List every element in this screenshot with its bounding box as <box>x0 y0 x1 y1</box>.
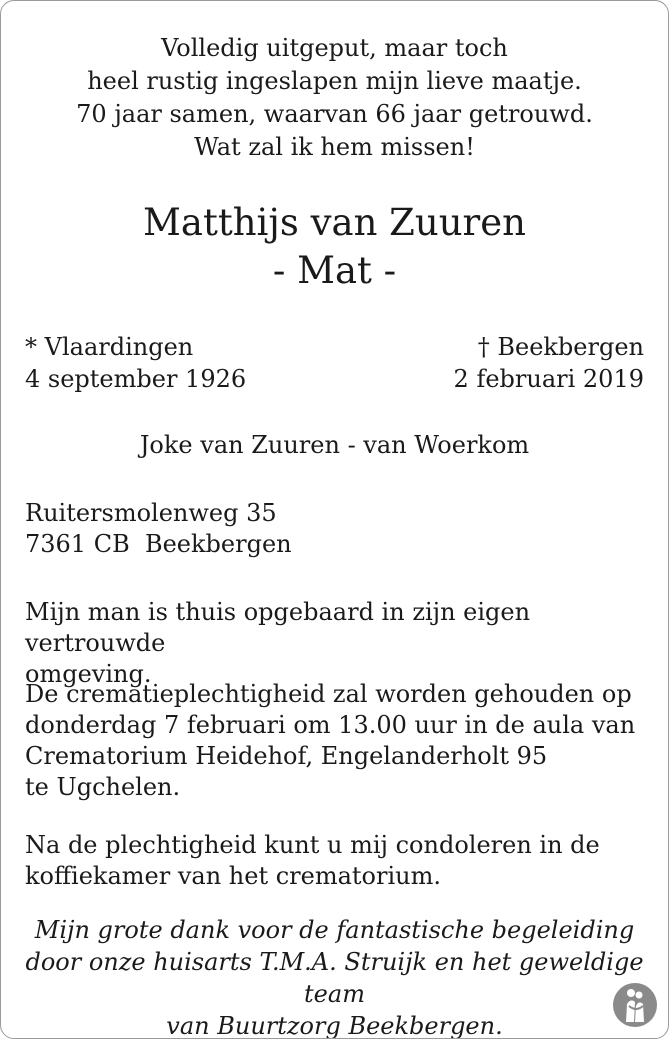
paragraph-line: te Ugchelen. <box>25 773 181 801</box>
couple-embrace-icon <box>612 982 658 1028</box>
intro-line: Volledig uitgeput, maar toch <box>161 34 508 62</box>
paragraph-ceremony <box>25 679 650 803</box>
paragraph-line: De crematieplechtigheid zal worden gehouden op <box>25 680 632 708</box>
thanks-line: van Buurtzorg Beekbergen. <box>166 1012 503 1039</box>
paragraph-condolence <box>25 830 650 892</box>
death-date: 2 februari 2019 <box>453 365 644 393</box>
paragraph-viewing <box>25 597 650 690</box>
death-place: † Beekbergen <box>477 333 644 361</box>
intro-line: 70 jaar samen, waarvan 66 jaar getrouwd. <box>76 100 593 128</box>
address-city: 7361 CB Beekbergen <box>25 530 292 558</box>
deceased-name: Matthijs van Zuuren <box>143 201 526 244</box>
thanks-line: door onze huisarts T.M.A. Struijk en het geweldige team <box>25 948 644 1008</box>
address-street: Ruitersmolenweg 35 <box>25 499 277 527</box>
birth-date: 4 september 1926 <box>25 365 247 393</box>
thanks-line: Mijn grote dank voor de fantastische begeleiding <box>34 916 635 944</box>
life-dates <box>25 331 644 395</box>
paragraph-line: donderdag 7 februari om 13.00 uur in de aula van <box>25 711 636 739</box>
paragraph-line: Mijn man is thuis opgebaard in zijn eigen vertrouwde <box>25 598 531 657</box>
intro-line: Wat zal ik hem missen! <box>194 133 475 161</box>
deceased-nickname: - Mat - <box>272 249 397 292</box>
thanks-note <box>1 914 668 1039</box>
deceased-name-block <box>1 199 668 295</box>
spouse-name: Joke van Zuuren - van Woerkom <box>139 431 530 459</box>
birth-place: * Vlaardingen <box>25 333 194 361</box>
intro-line: heel rustig ingeslapen mijn lieve maatje. <box>87 67 582 95</box>
paragraph-line: omgeving. <box>25 660 152 688</box>
address-block <box>25 498 650 560</box>
paragraph-line: koffiekamer van het crematorium. <box>25 862 441 890</box>
paragraph-line: Crematorium Heidehof, Engelanderholt 95 <box>25 742 548 770</box>
paragraph-line: Na de plechtigheid kunt u mij condoleren in de <box>25 831 600 859</box>
intro-poem <box>1 32 668 164</box>
